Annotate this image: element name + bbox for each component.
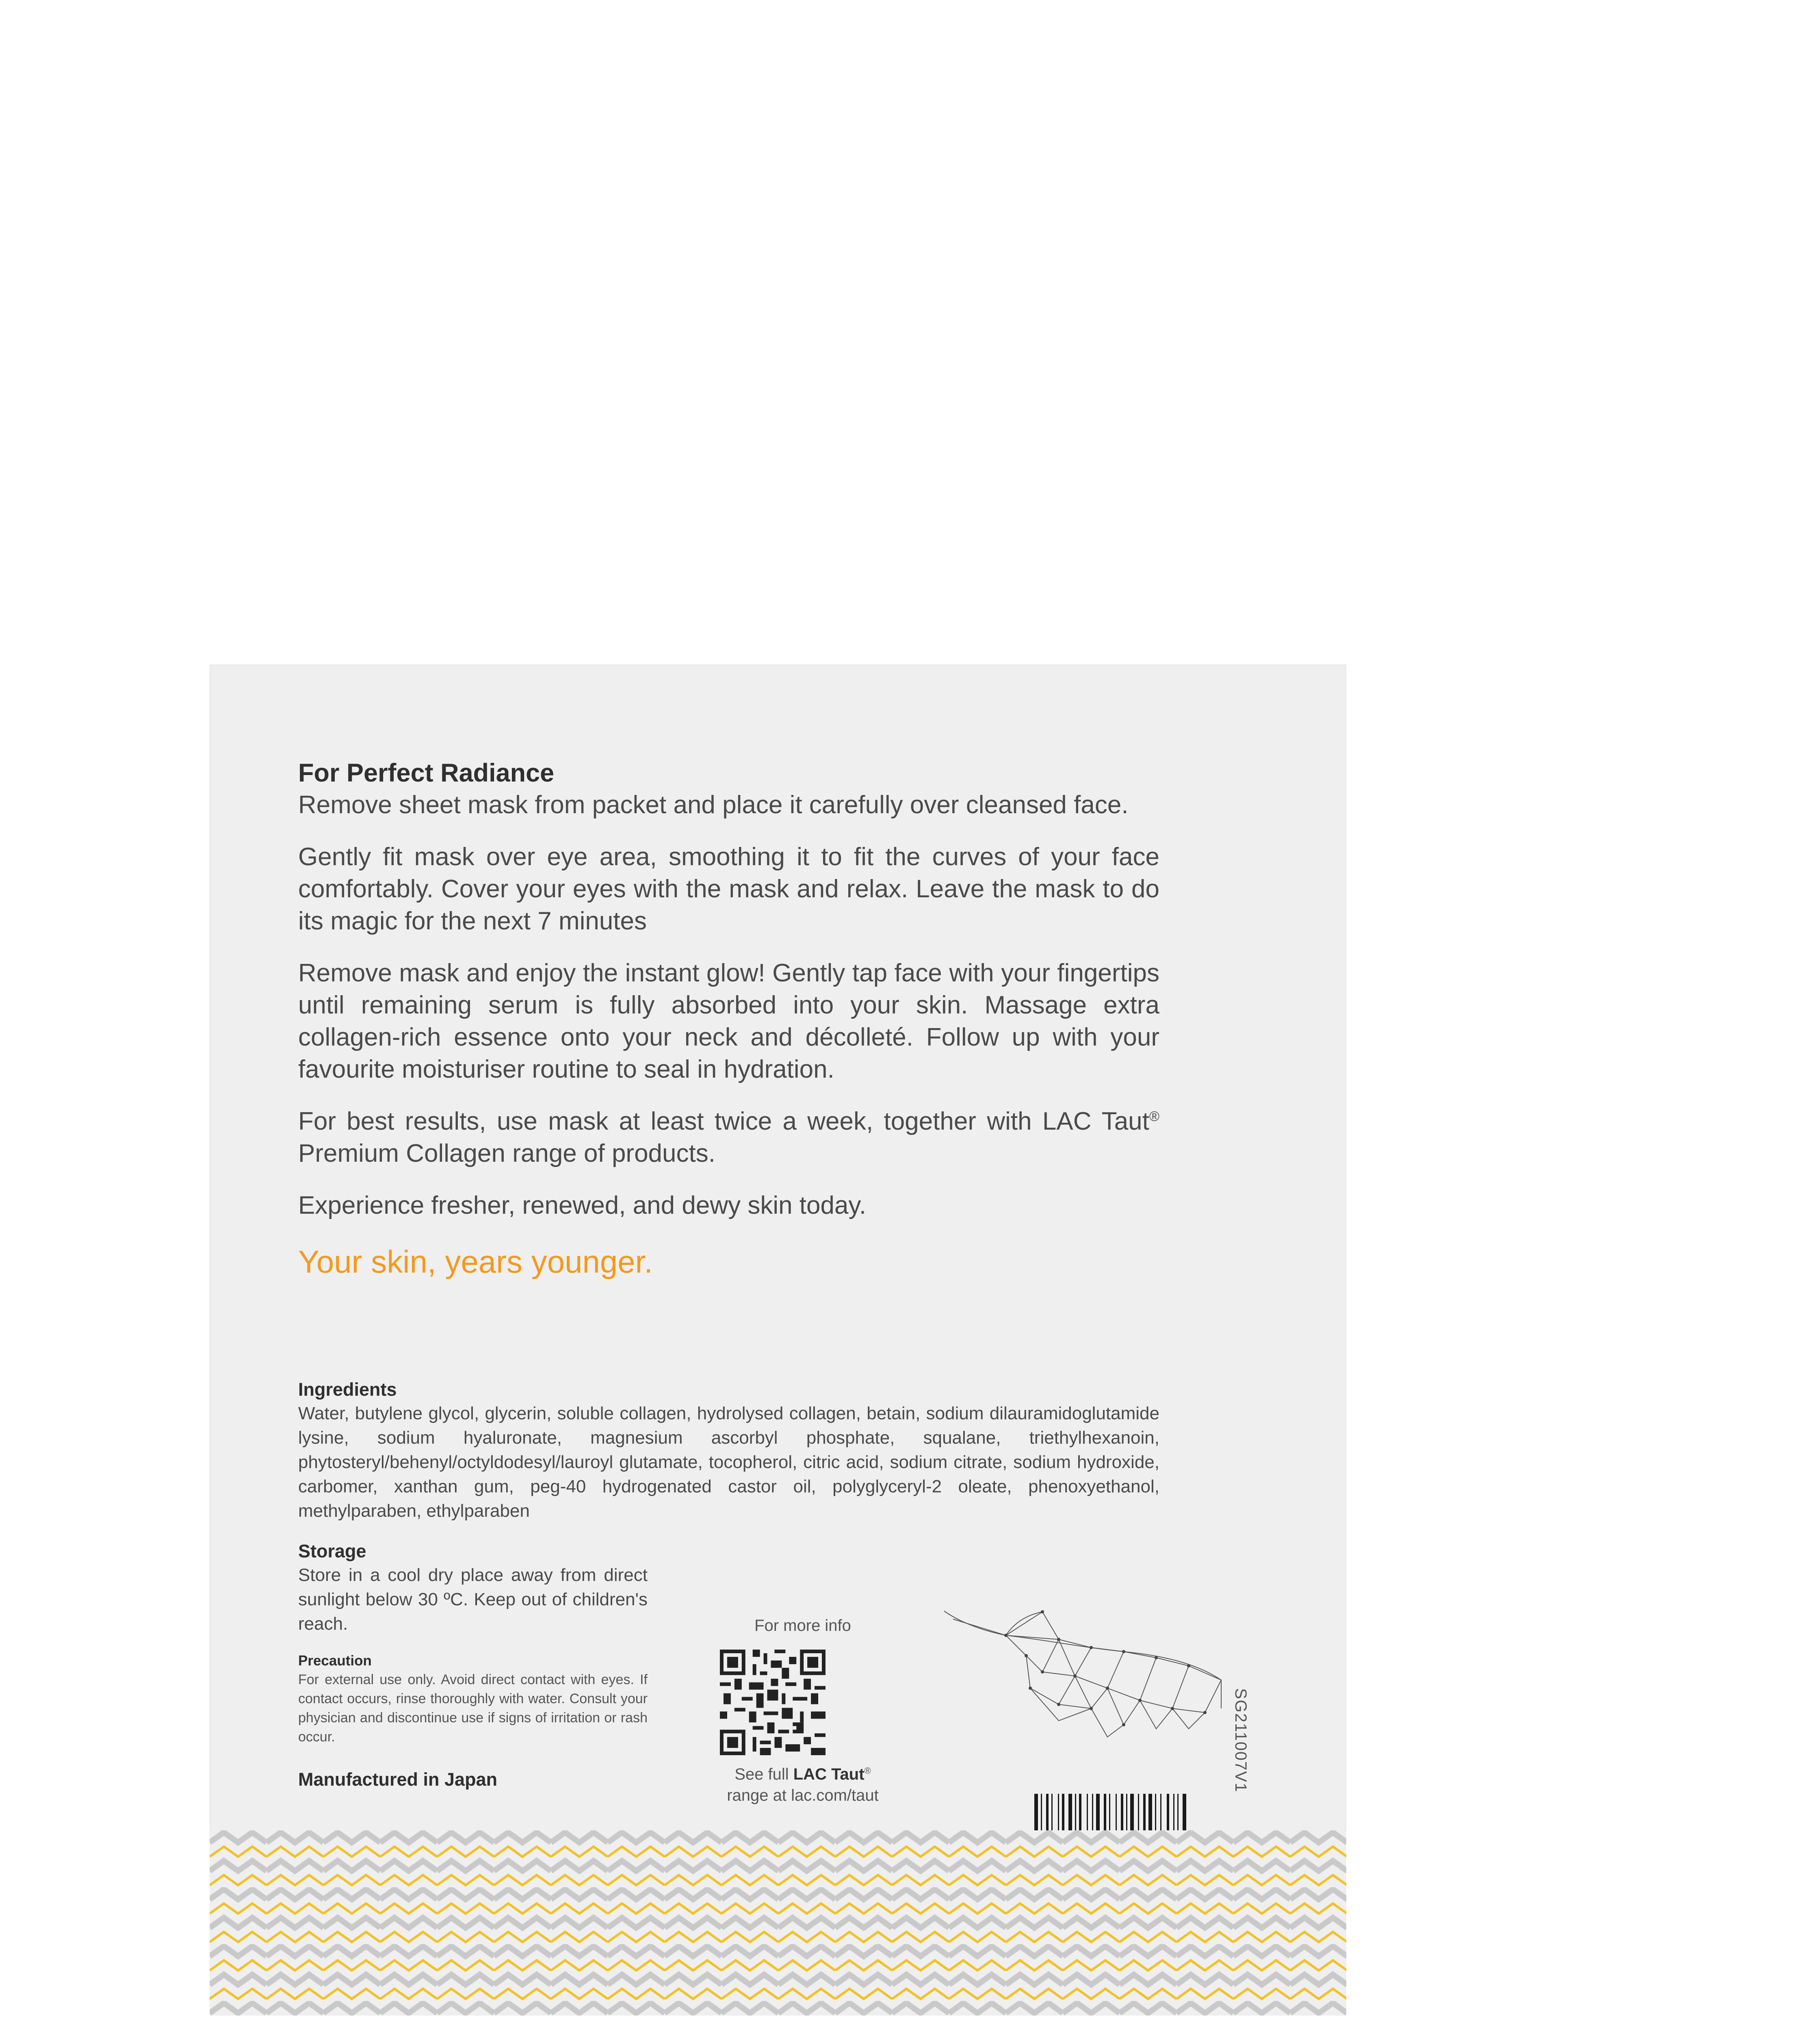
more-info-label: For more info [754,1617,851,1635]
lot-code: SG211007V1 [1232,1688,1250,1793]
qr-code[interactable] [720,1650,826,1755]
storage-title: Storage [298,1541,366,1561]
registered-mark: ® [1149,1109,1159,1124]
storage-text: Store in a cool dry place away from direct sunlight below 30 ºC. Keep out of children's reach. [298,1565,648,1634]
ingredients-text: Water, butylene glycol, glycerin, soluble collagen, hydrolysed collagen, betain, sodium dilauramidoglutamide lysine, sodium hyaluronate, magnesium ascorbyl phosphate, squalane, triethylhexanoin, phytosteryl/behenyl/octyldodesyl/lauroyl glutamate, tocopherol, citric acid, sodium citrate, sodium hydroxide, carbomer, xanthan gum, peg-40 hydrogenated castor oil, polyglyceryl-2 oleate, phenoxyethanol, methylparaben, ethylparaben [298,1403,1159,1521]
brand-name: LAC Taut [793,1765,864,1783]
storage-section [298,1539,648,1636]
directions-section [298,757,1159,1282]
ingredients-title: Ingredients [298,1379,397,1400]
mask-packet [210,665,1346,2016]
precaution-title: Precaution [298,1653,372,1669]
see-full-line: See full LAC Taut® [734,1765,871,1783]
ingredients-section [298,1378,1159,1523]
directions-title: For Perfect Radiance [298,759,555,787]
directions-step-2: Gently fit mask over eye area, smoothing it to fit the curves of your face comfortably. Cover your eyes with the mask and relax. Leave the mask to do its magic for the next 7 minutes [298,843,1159,935]
manufactured-text: Manufactured in Japan [298,1769,498,1790]
more-info-footer [681,1764,925,1806]
chevron-pattern [210,1830,1346,2016]
directions-best-results: For best results, use mask at least twice a week, together with LAC Taut® Premium Collagen range of products. [298,1107,1159,1167]
tagline: Your skin, years younger. [298,1244,653,1280]
directions-step-3: Remove mask and enjoy the instant glow! Gently tap face with your fingertips until remaining serum is fully absorbed into your skin. Massage extra collagen-rich essence onto your neck and décolleté. Follow up with your favourite moisturiser routine to seal in hydration. [298,959,1159,1083]
whale-illustration [937,1607,1229,1778]
manufactured-section [298,1768,648,1791]
precaution-text: For external use only. Avoid direct contact with eyes. If contact occurs, rinse thoroughly with water. Consult your physician and discontinue use if signs of irritation or rash occur. [298,1672,648,1745]
precaution-section [298,1652,648,1747]
directions-step-1: Remove sheet mask from packet and place it carefully over cleansed face. [298,791,1129,819]
directions-closing: Experience fresher, renewed, and dewy skin today. [298,1191,867,1219]
range-link-text[interactable]: range at lac.com/taut [727,1786,879,1804]
